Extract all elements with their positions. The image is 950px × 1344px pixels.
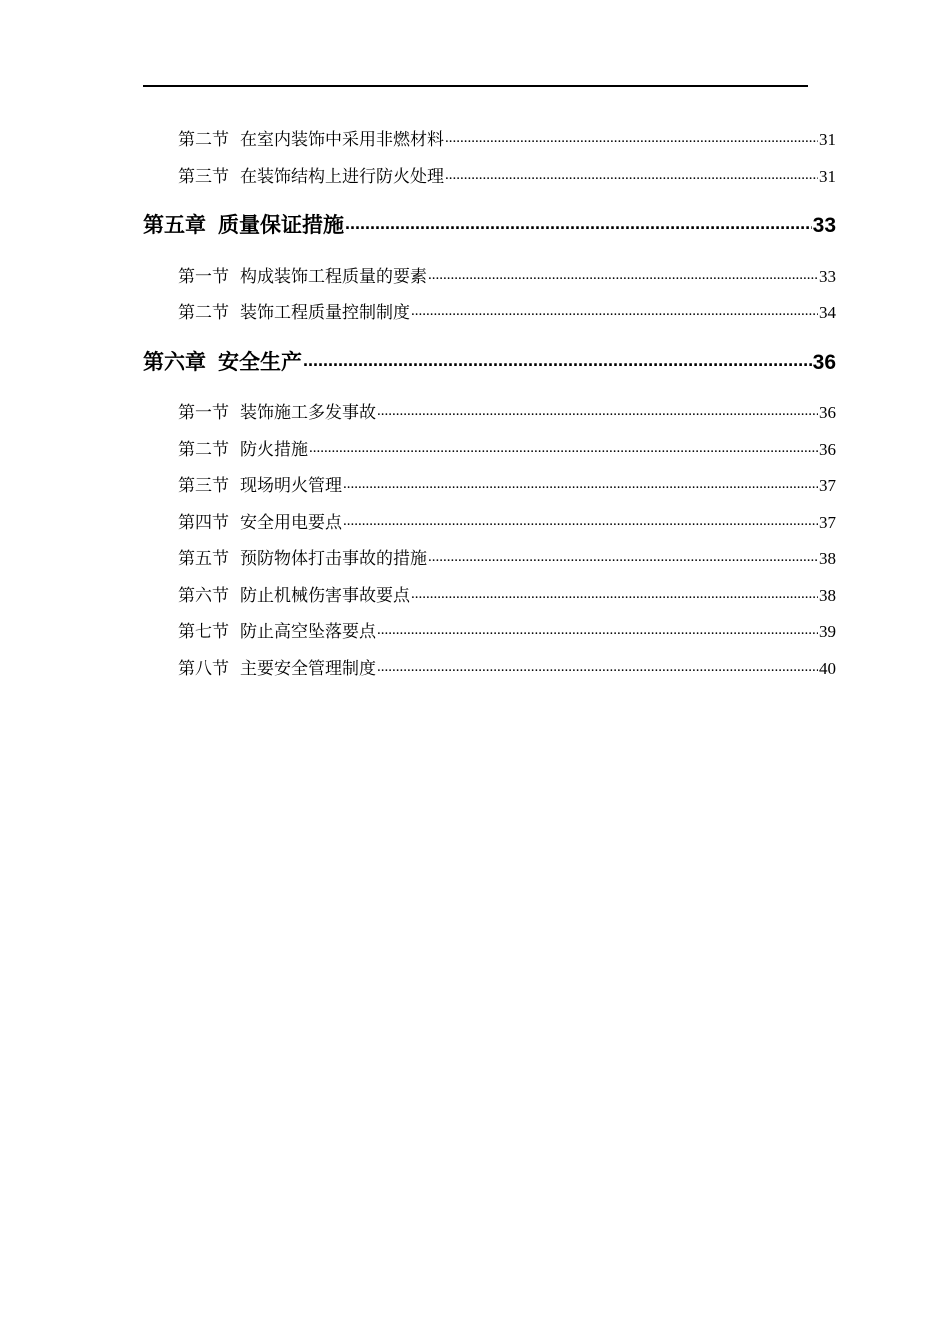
toc-entry-page: 31	[819, 130, 836, 149]
toc-dot-leader	[343, 511, 818, 528]
toc-entry-number: 第四节	[178, 513, 229, 533]
toc-entry-title: 安全用电要点	[240, 513, 342, 533]
toc-entry[interactable]	[178, 544, 836, 568]
toc-entry-number: 第六节	[178, 586, 229, 606]
toc-entry-page: 36	[819, 440, 836, 459]
toc-chapter-title: 质量保证措施	[218, 213, 344, 237]
toc-dot-leader	[377, 620, 818, 637]
toc-entry[interactable]	[178, 435, 836, 459]
toc-chapter-number: 第六章	[143, 350, 206, 374]
toc-entry-title: 防火措施	[240, 440, 308, 460]
toc-chapter-entry[interactable]	[143, 346, 836, 374]
toc-dot-leader	[303, 348, 812, 369]
toc-entry-title: 现场明火管理	[240, 476, 342, 496]
toc-dot-leader	[377, 401, 818, 418]
toc-entry-number: 第八节	[178, 659, 229, 679]
toc-entry-title: 在装饰结构上进行防火处理	[240, 167, 444, 187]
toc-entry-page: 34	[819, 303, 836, 322]
toc-dot-leader	[343, 474, 818, 491]
toc-entry[interactable]	[178, 471, 836, 495]
toc-entry-page: 38	[819, 549, 836, 568]
toc-entry[interactable]	[178, 581, 836, 605]
toc-entry-number: 第二节	[178, 303, 229, 323]
toc-entry-title: 预防物体打击事故的措施	[240, 549, 427, 569]
toc-entry-title: 装饰工程质量控制制度	[240, 303, 410, 323]
toc-entry-page: 33	[819, 267, 836, 286]
toc-entry-number: 第一节	[178, 403, 229, 423]
toc-entry-title: 防止机械伤害事故要点	[240, 586, 410, 606]
toc-entry-title: 装饰施工多发事故	[240, 403, 376, 423]
toc-chapter-title: 安全生产	[218, 350, 302, 374]
toc-dot-leader	[377, 657, 818, 674]
toc-dot-leader	[345, 211, 812, 232]
toc-entry-number: 第七节	[178, 622, 229, 642]
toc-entry[interactable]	[178, 125, 836, 149]
toc-dot-leader	[445, 165, 818, 182]
toc-dot-leader	[309, 438, 818, 455]
toc-entry[interactable]	[178, 298, 836, 322]
toc-entry-title: 主要安全管理制度	[240, 659, 376, 679]
toc-chapter-number: 第五章	[143, 213, 206, 237]
toc-entry-page: 38	[819, 586, 836, 605]
toc-entry-number: 第一节	[178, 267, 229, 287]
toc-dot-leader	[428, 265, 818, 282]
toc-entry[interactable]	[178, 262, 836, 286]
toc-dot-leader	[428, 547, 818, 564]
toc-dot-leader	[445, 128, 818, 145]
toc-entry-page: 36	[819, 403, 836, 422]
toc-entry[interactable]	[178, 508, 836, 532]
toc-entry[interactable]	[178, 654, 836, 678]
toc-entry-number: 第五节	[178, 549, 229, 569]
toc-chapter-page: 36	[812, 351, 836, 374]
toc-entry-number: 第二节	[178, 440, 229, 460]
toc-entry[interactable]	[178, 162, 836, 186]
toc-entry[interactable]	[178, 617, 836, 641]
toc-entry-page: 37	[819, 476, 836, 495]
toc-entry-title: 在室内装饰中采用非燃材料	[240, 130, 444, 150]
toc-chapter-page: 33	[812, 214, 836, 237]
toc-entry-title: 防止高空坠落要点	[240, 622, 376, 642]
toc-entry-title: 构成装饰工程质量的要素	[240, 267, 427, 287]
toc-chapter-entry[interactable]	[143, 209, 836, 237]
toc-entry[interactable]	[178, 398, 836, 422]
toc-entry-number: 第三节	[178, 167, 229, 187]
toc-entry-number: 第二节	[178, 130, 229, 150]
toc-entry-number: 第三节	[178, 476, 229, 496]
toc-dot-leader	[411, 301, 818, 318]
toc-entry-page: 31	[819, 167, 836, 186]
toc-entry-page: 40	[819, 659, 836, 678]
toc-entry-page: 37	[819, 513, 836, 532]
toc-entry-page: 39	[819, 622, 836, 641]
toc-dot-leader	[411, 584, 818, 601]
